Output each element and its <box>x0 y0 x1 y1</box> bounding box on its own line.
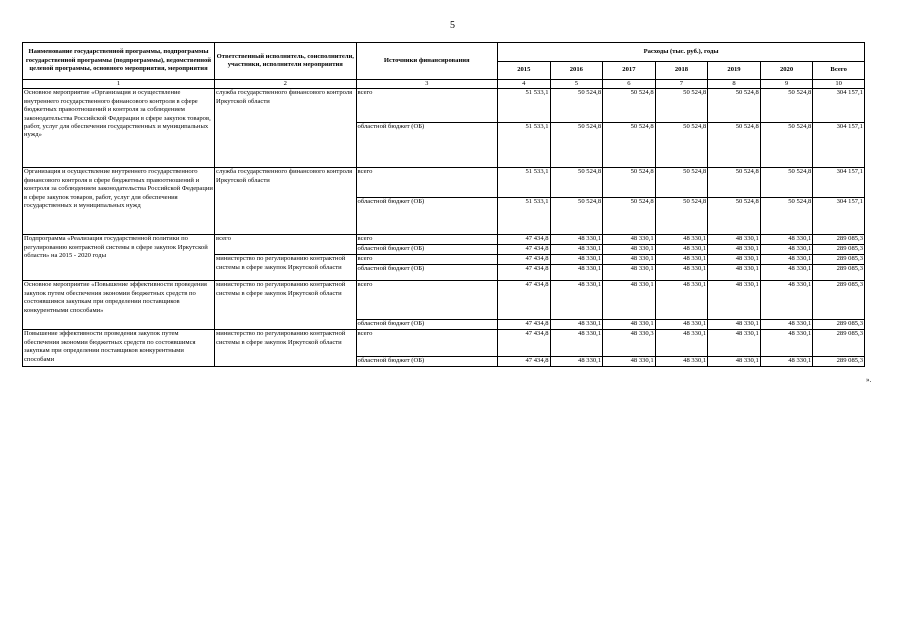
expenses-table <box>22 42 865 367</box>
table-row <box>23 281 865 320</box>
row-name: Основное мероприятие «Организация и осуществление внутреннего государственного финансового контроля в сфере бюджетных правоотношений и контроля за соблюдением законодательства Российской Федерации в сфере закупок товаров, работ, услуг для обеспечения государственных и муниципальных нужд» <box>23 89 215 168</box>
value-cell: 48 330,1 <box>708 357 761 367</box>
year-2015: 2015 <box>498 61 551 80</box>
value-cell: 50 524,8 <box>708 89 761 123</box>
value-cell: 51 533,1 <box>498 123 551 168</box>
value-cell: 50 524,8 <box>603 168 656 198</box>
value-cell: 48 330,1 <box>655 265 708 281</box>
value-cell: 48 330,1 <box>603 245 656 255</box>
header-responsible: Ответственный исполнитель, соисполнители, участники, исполнители мероприятия <box>215 43 357 80</box>
value-cell: 48 330,1 <box>603 357 656 367</box>
row-source: областной бюджет (ОБ) <box>356 123 498 168</box>
value-cell: 51 533,1 <box>498 168 551 198</box>
value-cell: 48 330,1 <box>708 281 761 320</box>
value-cell: 50 524,8 <box>550 89 603 123</box>
row-source: областной бюджет (ОБ) <box>356 245 498 255</box>
value-cell: 47 434,8 <box>498 265 551 281</box>
value-cell: 48 330,1 <box>708 330 761 357</box>
value-cell: 304 157,1 <box>813 198 865 235</box>
value-cell: 47 434,8 <box>498 330 551 357</box>
value-cell: 48 330,1 <box>550 320 603 330</box>
value-cell: 47 434,8 <box>498 320 551 330</box>
year-2016: 2016 <box>550 61 603 80</box>
index-cell: 8 <box>708 80 761 89</box>
value-cell: 289 085,3 <box>813 320 865 330</box>
value-cell: 48 330,1 <box>550 330 603 357</box>
value-cell: 48 330,1 <box>550 235 603 245</box>
value-cell: 48 330,1 <box>550 265 603 281</box>
row-name: Повышение эффективности проведения закупок путем обеспечения экономии бюджетных средств по состоявшимся закупкам при определении поставщиков конкурентными способами <box>23 330 215 367</box>
value-cell: 50 524,8 <box>708 123 761 168</box>
year-2019: 2019 <box>708 61 761 80</box>
value-cell: 289 085,3 <box>813 235 865 245</box>
row-source: областной бюджет (ОБ) <box>356 320 498 330</box>
value-cell: 48 330,1 <box>760 265 813 281</box>
value-cell: 50 524,8 <box>708 168 761 198</box>
value-cell: 48 330,3 <box>603 330 656 357</box>
page-number: 5 <box>450 20 455 31</box>
value-cell: 50 524,8 <box>550 123 603 168</box>
row-responsible: служба государственного финансового контроля Иркутской области <box>215 168 357 235</box>
value-cell: 47 434,8 <box>498 255 551 265</box>
row-source: областной бюджет (ОБ) <box>356 357 498 367</box>
value-cell: 51 533,1 <box>498 89 551 123</box>
row-responsible: служба государственного финансового контроля Иркутской области <box>215 89 357 168</box>
row-source: всего <box>356 281 498 320</box>
value-cell: 48 330,1 <box>603 320 656 330</box>
row-source: всего <box>356 330 498 357</box>
value-cell: 48 330,1 <box>550 245 603 255</box>
value-cell: 304 157,1 <box>813 123 865 168</box>
header-expenses: Расходы (тыс. руб.), годы <box>498 43 865 62</box>
value-cell: 48 330,1 <box>760 281 813 320</box>
index-cell: 2 <box>215 80 357 89</box>
value-cell: 48 330,1 <box>550 281 603 320</box>
table-row <box>23 89 865 123</box>
index-cell: 4 <box>498 80 551 89</box>
row-source: всего <box>356 235 498 245</box>
value-cell: 48 330,1 <box>760 245 813 255</box>
value-cell: 50 524,8 <box>655 168 708 198</box>
header-name: Наименование государственной программы, подпрограммы государственной программы (подпрограммы), ведомственной целевой программы, основного мероприятия, мероприятия <box>23 43 215 80</box>
table-row <box>23 168 865 198</box>
value-cell: 48 330,1 <box>708 320 761 330</box>
index-cell: 5 <box>550 80 603 89</box>
year-2017: 2017 <box>603 61 656 80</box>
index-cell: 6 <box>603 80 656 89</box>
value-cell: 289 085,3 <box>813 265 865 281</box>
value-cell: 48 330,1 <box>603 281 656 320</box>
value-cell: 289 085,3 <box>813 255 865 265</box>
index-cell: 10 <box>813 80 865 89</box>
value-cell: 289 085,3 <box>813 245 865 255</box>
row-source: всего <box>356 168 498 198</box>
value-cell: 48 330,1 <box>760 330 813 357</box>
value-cell: 50 524,8 <box>603 198 656 235</box>
value-cell: 48 330,1 <box>708 265 761 281</box>
row-source: областной бюджет (ОБ) <box>356 198 498 235</box>
value-cell: 50 524,8 <box>603 123 656 168</box>
row-responsible: министерство по регулированию контрактной системы в сфере закупок Иркутской области <box>215 255 357 281</box>
row-responsible: министерство по регулированию контрактной системы в сфере закупок Иркутской области <box>215 330 357 367</box>
value-cell: 51 533,1 <box>498 198 551 235</box>
value-cell: 48 330,1 <box>760 357 813 367</box>
value-cell: 50 524,8 <box>655 89 708 123</box>
value-cell: 50 524,8 <box>550 198 603 235</box>
value-cell: 50 524,8 <box>760 168 813 198</box>
value-cell: 48 330,1 <box>760 320 813 330</box>
value-cell: 50 524,8 <box>760 89 813 123</box>
value-cell: 48 330,1 <box>708 255 761 265</box>
value-cell: 48 330,1 <box>655 245 708 255</box>
value-cell: 50 524,8 <box>708 198 761 235</box>
value-cell: 48 330,1 <box>603 265 656 281</box>
year-total: Всего <box>813 61 865 80</box>
row-name: Основное мероприятие «Повышение эффективности проведения закупок путем обеспечения экономии бюджетных средств по состоявшимся закупкам при определении поставщиков конкурентными способами» <box>23 281 215 330</box>
index-cell: 9 <box>760 80 813 89</box>
value-cell: 48 330,1 <box>760 235 813 245</box>
index-cell: 1 <box>23 80 215 89</box>
value-cell: 48 330,1 <box>708 235 761 245</box>
value-cell: 304 157,1 <box>813 168 865 198</box>
table-row <box>23 330 865 357</box>
value-cell: 48 330,1 <box>655 330 708 357</box>
value-cell: 48 330,1 <box>655 255 708 265</box>
value-cell: 48 330,1 <box>655 235 708 245</box>
closing-quote-mark: ». <box>866 376 872 384</box>
value-cell: 289 085,3 <box>813 330 865 357</box>
value-cell: 48 330,1 <box>655 281 708 320</box>
table-row <box>23 235 865 245</box>
value-cell: 289 085,3 <box>813 281 865 320</box>
value-cell: 50 524,8 <box>550 168 603 198</box>
index-cell: 7 <box>655 80 708 89</box>
value-cell: 47 434,8 <box>498 357 551 367</box>
row-source: областной бюджет (ОБ) <box>356 265 498 281</box>
index-cell: 3 <box>356 80 498 89</box>
header-row <box>23 43 865 62</box>
value-cell: 48 330,1 <box>603 235 656 245</box>
row-source: всего <box>356 255 498 265</box>
value-cell: 304 157,1 <box>813 89 865 123</box>
row-responsible: всего <box>215 235 357 255</box>
value-cell: 50 524,8 <box>655 123 708 168</box>
value-cell: 47 434,8 <box>498 245 551 255</box>
year-2020: 2020 <box>760 61 813 80</box>
row-name: Организация и осуществление внутреннего государственного финансового контроля в сфере бюджетных правоотношений и контроля за соблюдением законодательства Российской Федерации в сфере закупок товаров, работ, услуг для обеспечения государственных и муниципальных нужд <box>23 168 215 235</box>
value-cell: 47 434,8 <box>498 235 551 245</box>
value-cell: 50 524,8 <box>760 123 813 168</box>
year-2018: 2018 <box>655 61 708 80</box>
value-cell: 48 330,1 <box>550 357 603 367</box>
value-cell: 48 330,1 <box>655 357 708 367</box>
value-cell: 50 524,8 <box>655 198 708 235</box>
value-cell: 48 330,1 <box>760 255 813 265</box>
value-cell: 47 434,8 <box>498 281 551 320</box>
value-cell: 48 330,1 <box>550 255 603 265</box>
value-cell: 48 330,1 <box>603 255 656 265</box>
value-cell: 48 330,1 <box>708 245 761 255</box>
value-cell: 50 524,8 <box>603 89 656 123</box>
row-responsible: министерство по регулированию контрактной системы в сфере закупок Иркутской области <box>215 281 357 330</box>
row-name: Подпрограмма «Реализация государственной политики по регулированию контрактной системы в сфере закупок Иркутской области» на 2015 - 2020 годы <box>23 235 215 281</box>
value-cell: 289 085,3 <box>813 357 865 367</box>
value-cell: 50 524,8 <box>760 198 813 235</box>
header-sources: Источники финансирования <box>356 43 498 80</box>
index-row <box>23 80 865 89</box>
row-source: всего <box>356 89 498 123</box>
value-cell: 48 330,1 <box>655 320 708 330</box>
